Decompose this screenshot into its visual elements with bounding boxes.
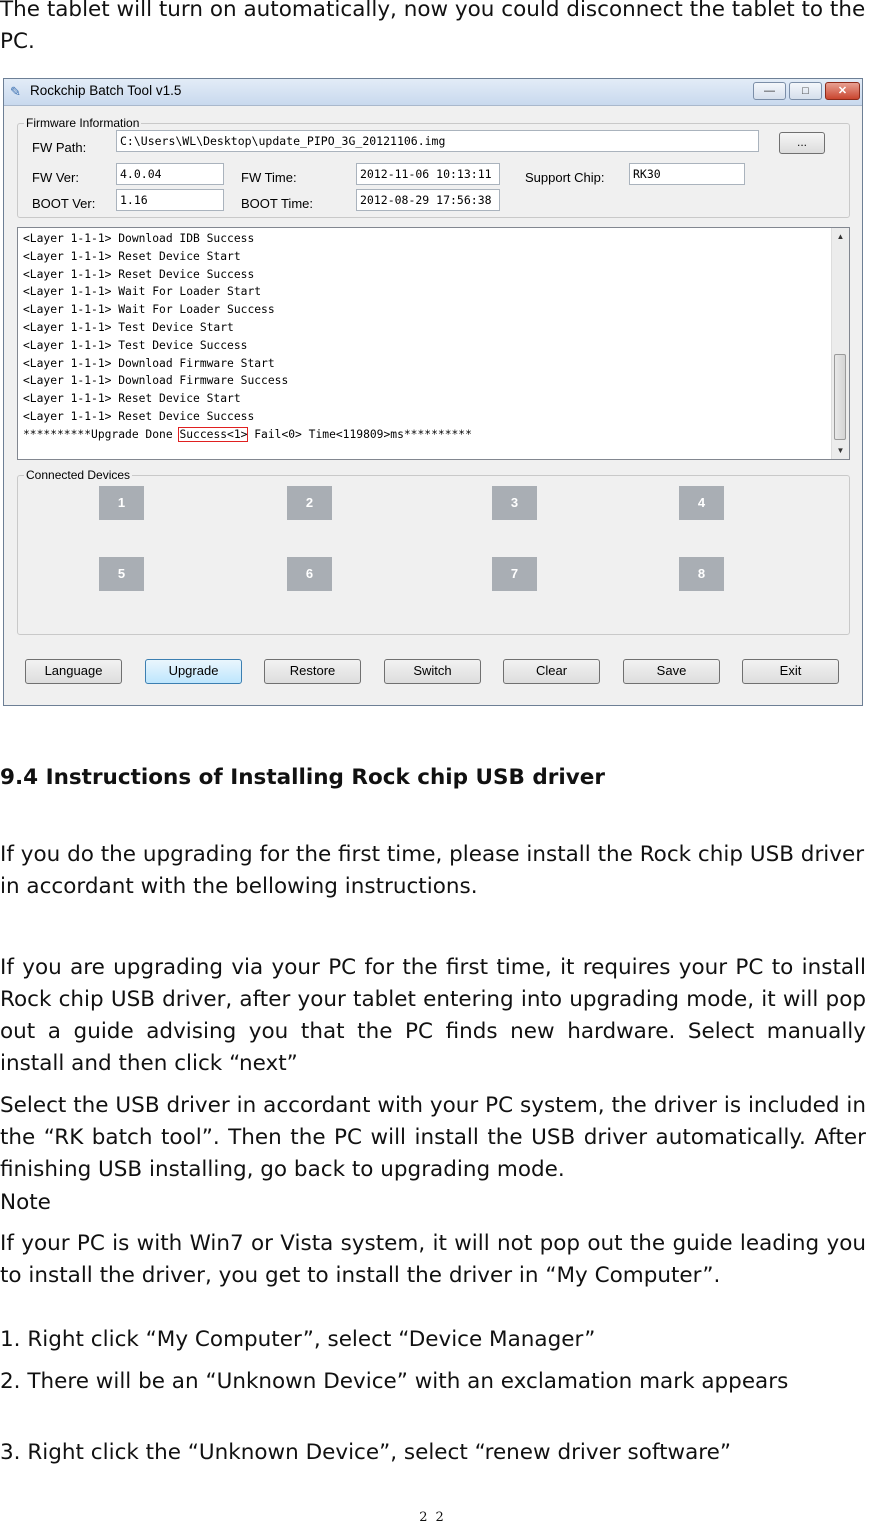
- log-line: <Layer 1-1-1> Reset Device Start: [23, 249, 241, 263]
- boot-ver-label: BOOT Ver:: [32, 196, 96, 211]
- device-slot-8[interactable]: 8: [679, 557, 724, 591]
- restore-button[interactable]: Restore: [264, 659, 361, 684]
- device-slot-1[interactable]: 1: [99, 486, 144, 520]
- log-success-highlight: Success<1>: [179, 427, 248, 441]
- step-2: 2. There will be an “Unknown Device” with an exclamation mark appears: [0, 1369, 789, 1394]
- log-output[interactable]: [17, 227, 850, 460]
- app-icon: ✎: [10, 84, 21, 99]
- log-scrollbar[interactable]: [831, 228, 849, 459]
- section-heading: 9.4 Instructions of Installing Rock chip USB driver: [0, 765, 605, 790]
- step-1: 1. Right click “My Computer”, select “Device Manager”: [0, 1327, 596, 1352]
- log-line: <Layer 1-1-1> Download IDB Success: [23, 232, 255, 245]
- window-title: Rockchip Batch Tool v1.5: [30, 83, 182, 98]
- log-final-suffix: Fail<0> Time<119809>ms**********: [247, 427, 472, 441]
- note-label: Note: [0, 1190, 51, 1215]
- batch-tool-window: [3, 78, 863, 706]
- device-slot-7[interactable]: 7: [492, 557, 537, 591]
- log-line: <Layer 1-1-1> Download Firmware Start: [23, 356, 275, 370]
- para-win7: If your PC is with Win7 or Vista system, it will not pop out the guide leading you to install the driver, you get to install the driver in “My Computer”.: [0, 1231, 866, 1288]
- devices-group-label: Connected Devices: [26, 468, 131, 482]
- scroll-up-icon[interactable]: ▲: [836, 232, 845, 241]
- log-final-line: [23, 426, 472, 444]
- log-line: <Layer 1-1-1> Reset Device Success: [23, 409, 255, 423]
- language-button[interactable]: Language: [25, 659, 122, 684]
- device-slot-4[interactable]: 4: [679, 486, 724, 520]
- scroll-down-icon[interactable]: ▼: [836, 446, 845, 455]
- boot-time-label: BOOT Time:: [241, 196, 313, 211]
- para-upgrading-pc: If you are upgrading via your PC for the first time, it requires your PC to install Rock chip USB driver, after your tablet entering into upgrading mode, it will pop out a guide advising you that the PC finds new hardware. Select manually install and then click “next”: [0, 955, 866, 1076]
- intro-text: The tablet will turn on automatically, now you could disconnect the tablet to the PC.: [0, 0, 866, 54]
- upgrade-button[interactable]: Upgrade: [145, 659, 242, 684]
- scroll-thumb[interactable]: [834, 354, 846, 440]
- log-line: <Layer 1-1-1> Wait For Loader Success: [23, 303, 275, 317]
- fw-ver-label: FW Ver:: [32, 170, 79, 185]
- fw-time-label: FW Time:: [241, 170, 297, 185]
- log-lines: [23, 230, 472, 444]
- boot-time-field[interactable]: 2012-08-29 17:56:38: [356, 189, 500, 211]
- log-line: <Layer 1-1-1> Test Device Success: [23, 338, 248, 352]
- exit-button[interactable]: Exit: [742, 659, 839, 684]
- fw-time-field[interactable]: 2012-11-06 10:13:11: [356, 163, 500, 185]
- switch-button[interactable]: Switch: [384, 659, 481, 684]
- fw-ver-field[interactable]: 4.0.04: [116, 163, 224, 185]
- device-slot-6[interactable]: 6: [287, 557, 332, 591]
- title-bar: [4, 79, 862, 106]
- save-button[interactable]: Save: [623, 659, 720, 684]
- log-line: <Layer 1-1-1> Test Device Start: [23, 320, 234, 334]
- step-3: 3. Right click the “Unknown Device”, select “renew driver software”: [0, 1440, 731, 1465]
- fw-path-label: FW Path:: [32, 140, 87, 155]
- clear-button[interactable]: Clear: [503, 659, 600, 684]
- para-first-time: If you do the upgrading for the first time, please install the Rock chip USB driver in accordant with the bellowing instructions.: [0, 842, 865, 899]
- log-final-prefix: **********Upgrade Done: [23, 427, 180, 441]
- device-slot-5[interactable]: 5: [99, 557, 144, 591]
- close-button[interactable]: ✕: [825, 82, 860, 100]
- fw-path-field[interactable]: C:\Users\WL\Desktop\update_PIPO_3G_20121106.img: [116, 130, 759, 152]
- log-line: <Layer 1-1-1> Wait For Loader Start: [23, 285, 262, 299]
- log-line: <Layer 1-1-1> Download Firmware Success: [23, 374, 289, 388]
- support-chip-label: Support Chip:: [525, 170, 605, 185]
- device-slot-3[interactable]: 3: [492, 486, 537, 520]
- maximize-button[interactable]: □: [789, 82, 822, 100]
- minimize-button[interactable]: —: [753, 82, 786, 100]
- firmware-group-label: Firmware Information: [26, 116, 140, 130]
- browse-button[interactable]: ...: [779, 132, 825, 154]
- page-number: 22: [419, 1510, 452, 1525]
- device-slot-2[interactable]: 2: [287, 486, 332, 520]
- para-select-driver: Select the USB driver in accordant with your PC system, the driver is included in the “RK batch tool”. Then the PC will install the USB driver automatically. After finishing USB installing, go back to upgrading mode.: [0, 1093, 866, 1182]
- log-line: <Layer 1-1-1> Reset Device Success: [23, 267, 255, 281]
- support-chip-field[interactable]: RK30: [629, 163, 745, 185]
- boot-ver-field[interactable]: 1.16: [116, 189, 224, 211]
- log-line: <Layer 1-1-1> Reset Device Start: [23, 392, 241, 406]
